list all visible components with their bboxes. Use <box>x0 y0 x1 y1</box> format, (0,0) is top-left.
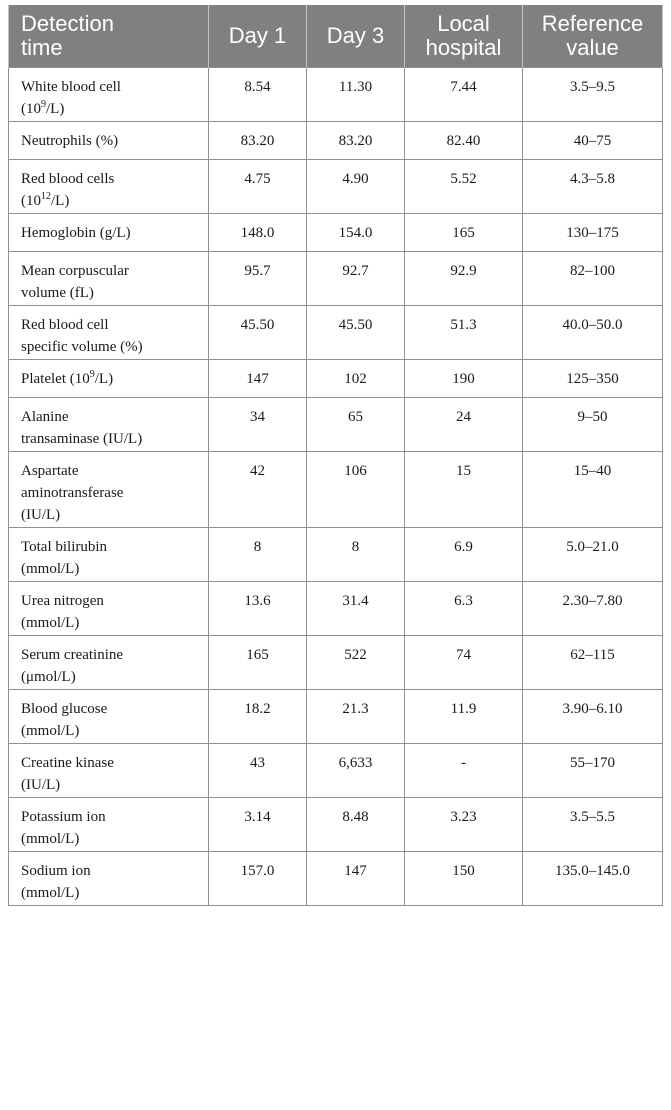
label-text: Hemoglobin (g/L) <box>21 225 131 241</box>
cell-day3: 147 <box>307 852 405 906</box>
cell-ref: 15–40 <box>523 452 663 528</box>
table-row <box>9 252 663 306</box>
cell-local: 15 <box>405 452 523 528</box>
table-body <box>9 68 663 906</box>
table-row <box>9 690 663 744</box>
cell-local: 74 <box>405 636 523 690</box>
cell-day3: 45.50 <box>307 306 405 360</box>
label-text: (mmol/L) <box>21 615 80 631</box>
label-text: (mmol/L) <box>21 561 80 577</box>
row-label <box>9 360 209 398</box>
cell-local: 190 <box>405 360 523 398</box>
header-local-hospital <box>405 5 523 68</box>
header-detection-time <box>9 5 209 68</box>
table-row <box>9 798 663 852</box>
header-line: Day 3 <box>326 23 385 48</box>
cell-local: - <box>405 744 523 798</box>
row-label-line <box>21 314 200 336</box>
cell-day3: 11.30 <box>307 68 405 122</box>
superscript: 12 <box>41 191 51 202</box>
row-label <box>9 528 209 582</box>
row-label-line <box>21 882 200 904</box>
row-label <box>9 744 209 798</box>
header-row <box>9 5 663 68</box>
table-row <box>9 160 663 214</box>
row-label-line <box>21 482 200 504</box>
cell-day1: 8.54 <box>209 68 307 122</box>
label-text: Total bilirubin <box>21 539 108 555</box>
row-label-line <box>21 860 200 882</box>
cell-day3: 522 <box>307 636 405 690</box>
row-label-line <box>21 460 200 482</box>
row-label <box>9 160 209 214</box>
table-row <box>9 68 663 122</box>
row-label-line <box>21 368 200 390</box>
row-label-line <box>21 558 200 580</box>
label-text: Potassium ion <box>21 809 106 825</box>
row-label-line <box>21 168 200 190</box>
row-label-line <box>21 828 200 850</box>
cell-day1: 83.20 <box>209 122 307 160</box>
row-label <box>9 452 209 528</box>
cell-day1: 8 <box>209 528 307 582</box>
cell-ref: 4.3–5.8 <box>523 160 663 214</box>
row-label <box>9 252 209 306</box>
row-label-line <box>21 752 200 774</box>
superscript: 9 <box>89 369 95 380</box>
label-text: (10 <box>21 101 41 117</box>
cell-ref: 62–115 <box>523 636 663 690</box>
cell-day3: 102 <box>307 360 405 398</box>
label-text: (mmol/L) <box>21 885 80 901</box>
cell-ref: 3.5–5.5 <box>523 798 663 852</box>
cell-ref: 40.0–50.0 <box>523 306 663 360</box>
cell-local: 7.44 <box>405 68 523 122</box>
row-label-line <box>21 222 200 244</box>
label-text: White blood cell <box>21 79 121 95</box>
label-text: (IU/L) <box>21 507 61 523</box>
table-row <box>9 398 663 452</box>
row-label <box>9 852 209 906</box>
label-text: (μmol/L) <box>21 669 76 685</box>
cell-local: 11.9 <box>405 690 523 744</box>
row-label-line <box>21 336 200 358</box>
cell-day1: 34 <box>209 398 307 452</box>
cell-ref: 9–50 <box>523 398 663 452</box>
label-text: /L) <box>94 371 114 387</box>
row-label-line <box>21 612 200 634</box>
cell-local: 51.3 <box>405 306 523 360</box>
cell-local: 6.3 <box>405 582 523 636</box>
table-row <box>9 528 663 582</box>
cell-ref: 135.0–145.0 <box>523 852 663 906</box>
row-label-line <box>21 406 200 428</box>
table-row <box>9 582 663 636</box>
lab-results-table <box>8 5 663 906</box>
label-text: /L) <box>51 193 70 209</box>
cell-local: 6.9 <box>405 528 523 582</box>
cell-day3: 21.3 <box>307 690 405 744</box>
row-label <box>9 798 209 852</box>
superscript: 9 <box>41 99 46 110</box>
label-text: (10 <box>21 193 41 209</box>
label-text: Serum creatinine <box>21 647 124 663</box>
row-label-line <box>21 666 200 688</box>
cell-day3: 4.90 <box>307 160 405 214</box>
cell-day3: 8 <box>307 528 405 582</box>
row-label-line <box>21 282 200 304</box>
cell-local: 165 <box>405 214 523 252</box>
row-label-line <box>21 590 200 612</box>
row-label-line <box>21 774 200 796</box>
table-row <box>9 744 663 798</box>
cell-ref: 82–100 <box>523 252 663 306</box>
label-text: specific volume (%) <box>21 339 143 355</box>
cell-day1: 13.6 <box>209 582 307 636</box>
header-line: time <box>21 35 63 60</box>
table-header <box>9 5 663 68</box>
cell-ref: 3.90–6.10 <box>523 690 663 744</box>
table-row <box>9 214 663 252</box>
header-line: Day 1 <box>228 23 287 48</box>
header-line: Reference <box>541 11 644 36</box>
row-label-line <box>21 644 200 666</box>
label-text: Creatine kinase <box>21 755 114 771</box>
cell-ref: 2.30–7.80 <box>523 582 663 636</box>
cell-day1: 147 <box>209 360 307 398</box>
header-line: Detection <box>21 11 114 36</box>
cell-day3: 92.7 <box>307 252 405 306</box>
label-text: volume (fL) <box>21 285 94 301</box>
label-text: Neutrophils (%) <box>21 133 119 149</box>
row-label <box>9 636 209 690</box>
cell-local: 24 <box>405 398 523 452</box>
label-text: transaminase (IU/L) <box>21 431 143 447</box>
cell-day1: 148.0 <box>209 214 307 252</box>
table-row <box>9 852 663 906</box>
row-label-line <box>21 504 200 526</box>
label-text: Platelet (10 <box>21 371 90 387</box>
cell-day3: 8.48 <box>307 798 405 852</box>
label-text: (mmol/L) <box>21 831 80 847</box>
cell-day1: 42 <box>209 452 307 528</box>
cell-local: 92.9 <box>405 252 523 306</box>
label-text: Urea nitrogen <box>21 593 104 609</box>
row-label <box>9 122 209 160</box>
table-row <box>9 452 663 528</box>
cell-day3: 83.20 <box>307 122 405 160</box>
cell-local: 150 <box>405 852 523 906</box>
table-row <box>9 360 663 398</box>
row-label <box>9 68 209 122</box>
cell-ref: 55–170 <box>523 744 663 798</box>
cell-day3: 106 <box>307 452 405 528</box>
label-text: /L) <box>46 101 65 117</box>
row-label-line <box>21 76 200 98</box>
row-label <box>9 690 209 744</box>
label-text: Blood glucose <box>21 701 108 717</box>
row-label <box>9 398 209 452</box>
cell-ref: 130–175 <box>523 214 663 252</box>
header-line: Local <box>437 11 490 36</box>
label-text: Sodium ion <box>21 863 91 879</box>
cell-day1: 43 <box>209 744 307 798</box>
cell-day1: 95.7 <box>209 252 307 306</box>
cell-day1: 3.14 <box>209 798 307 852</box>
row-label-line <box>21 536 200 558</box>
label-text: Red blood cell <box>21 317 109 333</box>
cell-local: 3.23 <box>405 798 523 852</box>
cell-day3: 6,633 <box>307 744 405 798</box>
label-text: Mean corpuscular <box>21 263 129 279</box>
cell-day3: 154.0 <box>307 214 405 252</box>
table-row <box>9 306 663 360</box>
table-row <box>9 122 663 160</box>
header-line: value <box>566 35 619 60</box>
cell-day3: 31.4 <box>307 582 405 636</box>
row-label-line <box>21 130 200 152</box>
header-reference-value <box>523 5 663 68</box>
cell-ref: 40–75 <box>523 122 663 160</box>
cell-ref: 5.0–21.0 <box>523 528 663 582</box>
cell-day1: 4.75 <box>209 160 307 214</box>
row-label-line <box>21 190 200 212</box>
row-label-line <box>21 720 200 742</box>
cell-day1: 45.50 <box>209 306 307 360</box>
cell-local: 82.40 <box>405 122 523 160</box>
cell-ref: 125–350 <box>523 360 663 398</box>
row-label-line <box>21 698 200 720</box>
row-label <box>9 214 209 252</box>
cell-day3: 65 <box>307 398 405 452</box>
row-label <box>9 582 209 636</box>
header-line: hospital <box>425 35 502 60</box>
row-label <box>9 306 209 360</box>
label-text: Aspartate <box>21 463 79 479</box>
cell-ref: 3.5–9.5 <box>523 68 663 122</box>
row-label-line <box>21 428 200 450</box>
cell-day1: 165 <box>209 636 307 690</box>
cell-day1: 18.2 <box>209 690 307 744</box>
row-label-line <box>21 806 200 828</box>
label-text: Alanine <box>21 409 69 425</box>
row-label-line <box>21 98 200 120</box>
cell-day1: 157.0 <box>209 852 307 906</box>
cell-local: 5.52 <box>405 160 523 214</box>
label-text: aminotransferase <box>21 485 124 501</box>
label-text: Red blood cells <box>21 171 115 187</box>
row-label-line <box>21 260 200 282</box>
label-text: (IU/L) <box>21 777 61 793</box>
label-text: (mmol/L) <box>21 723 80 739</box>
table-row <box>9 636 663 690</box>
header-day-3 <box>307 5 405 68</box>
header-day-1 <box>209 5 307 68</box>
